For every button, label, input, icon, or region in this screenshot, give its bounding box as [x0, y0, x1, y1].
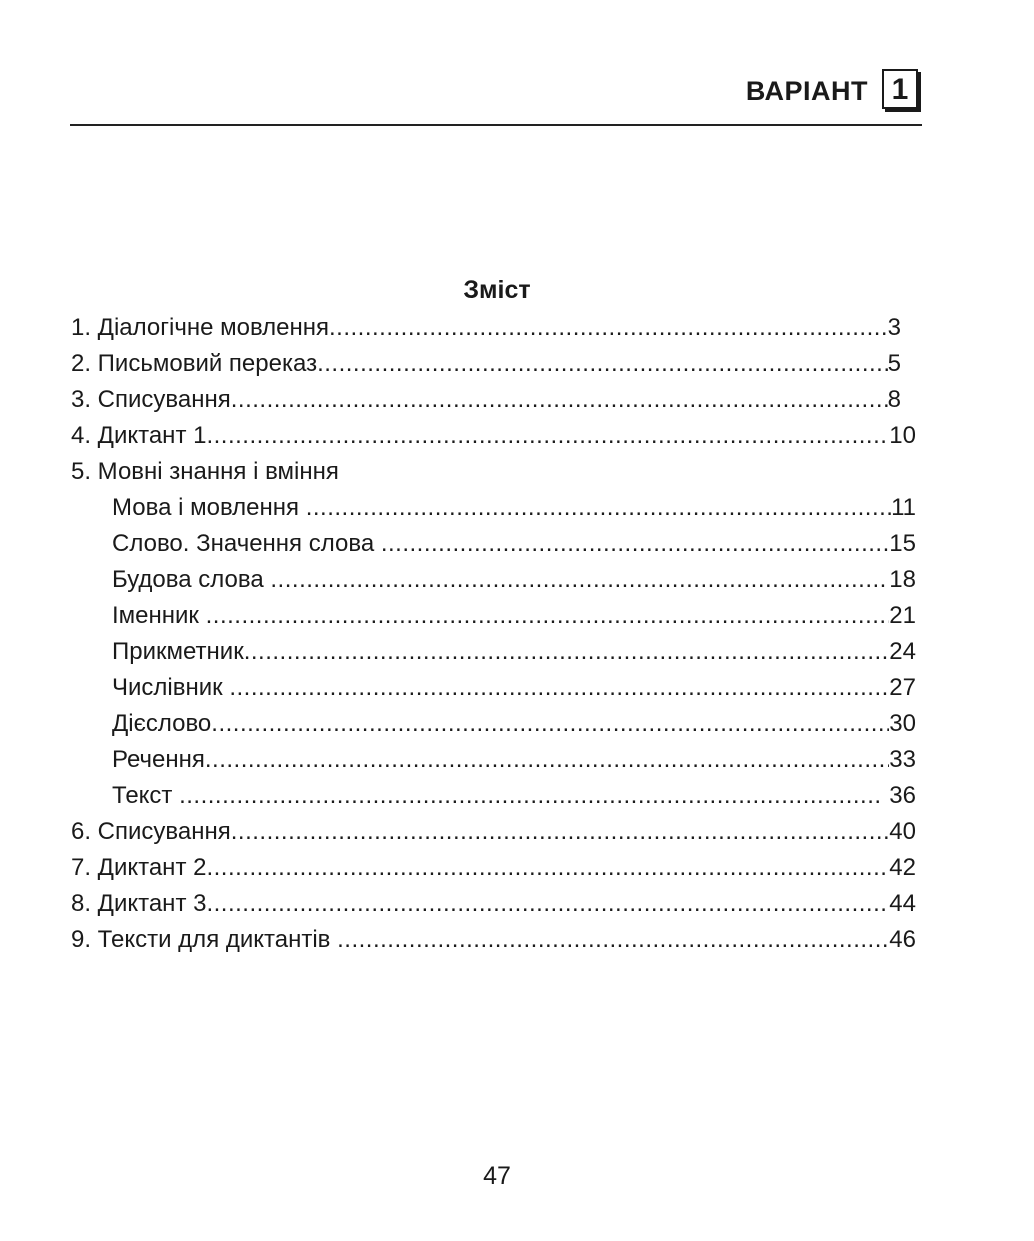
toc-item — [112, 778, 916, 814]
toc-item-label: 8. Диктант 3 — [71, 890, 207, 917]
toc-item-page: 30 — [889, 710, 916, 737]
toc-item-page: 24 — [889, 638, 916, 665]
toc-item-page: 3 — [887, 314, 901, 341]
toc-leader-dots — [179, 778, 883, 814]
page-header — [70, 66, 922, 126]
toc-leader-dots — [206, 418, 889, 454]
toc-item-label: 9. Тексти для диктантів — [71, 926, 338, 953]
variant-label: ВАРІАНТ — [745, 76, 868, 106]
toc-item-label: 7. Диктант 2 — [71, 854, 207, 881]
toc-item-label: Речення — [112, 746, 205, 773]
toc-leader-dots — [270, 562, 889, 598]
toc-item-page: 18 — [889, 566, 916, 593]
toc-leader-dots — [329, 310, 888, 346]
toc-item — [112, 562, 916, 598]
toc-item-label: 1. Діалогічне мовлення — [71, 314, 329, 341]
toc-item — [71, 346, 901, 382]
toc-item-page: 15 — [889, 530, 916, 557]
toc-item-page: 42 — [889, 854, 916, 881]
toc-item-page: 33 — [889, 746, 916, 773]
toc-item — [71, 382, 901, 418]
variant-number-box: 1 — [882, 69, 918, 109]
toc-leader-dots — [337, 922, 889, 958]
page-number: 47 — [483, 1162, 511, 1190]
toc-item-label: Прикметник — [112, 638, 244, 665]
toc-item — [112, 670, 916, 706]
toc-item — [112, 634, 916, 670]
toc-item — [71, 922, 916, 958]
toc-leader-dots — [306, 490, 891, 526]
toc-item — [71, 454, 916, 490]
toc-item — [71, 886, 916, 922]
toc-item-label: Іменник — [112, 602, 206, 629]
toc-item — [112, 526, 916, 562]
toc-item — [112, 742, 916, 778]
toc-item-label: 6. Списування — [71, 818, 231, 845]
toc-item-page: 21 — [889, 602, 916, 629]
toc-item-page: 27 — [889, 674, 916, 701]
toc-item — [71, 418, 916, 454]
toc-leader-dots — [231, 814, 890, 850]
toc-leader-dots — [381, 526, 889, 562]
toc-leader-dots — [206, 850, 889, 886]
toc-item-page: 44 — [889, 890, 916, 917]
toc-item — [71, 850, 916, 886]
toc-item — [112, 706, 916, 742]
toc-item-label: 4. Диктант 1 — [71, 422, 207, 449]
toc-item-label: Мова і мовлення — [112, 494, 306, 521]
toc-leader-dots — [205, 742, 889, 778]
toc-item — [112, 490, 916, 526]
toc-leader-dots — [206, 886, 889, 922]
toc-item-label: Будова слова — [112, 566, 271, 593]
toc-leader-dots — [229, 670, 889, 706]
toc-item — [112, 598, 916, 634]
toc-item-page: 11 — [891, 494, 916, 521]
toc-leader-dots — [317, 346, 888, 382]
toc-leader-dots — [211, 706, 889, 742]
toc-item-label: 2. Письмовий переказ — [71, 350, 318, 377]
toc-item-page: 40 — [889, 818, 916, 845]
toc-item — [71, 814, 916, 850]
toc-item-page: 46 — [889, 926, 916, 953]
toc-item-label: Числівник — [112, 674, 230, 701]
toc-title: Зміст — [463, 276, 531, 304]
toc-item — [71, 310, 901, 346]
toc-item-label: Дієслово — [112, 710, 212, 737]
toc-item-page: 10 — [889, 422, 916, 449]
toc-leader-dots — [231, 382, 888, 418]
toc-item-label: Слово. Значення слова — [112, 530, 381, 557]
toc-item-label: Текст — [112, 782, 180, 809]
toc-item-label: 5. Мовні знання і вміння — [71, 458, 339, 485]
toc-leader-dots — [206, 598, 890, 634]
toc-item-label: 3. Списування — [71, 386, 231, 413]
toc-leader-dots — [244, 634, 890, 670]
toc-item-page: 5 — [887, 350, 901, 377]
toc-item-page: 36 — [882, 782, 916, 809]
toc-item-page: 8 — [887, 386, 901, 413]
